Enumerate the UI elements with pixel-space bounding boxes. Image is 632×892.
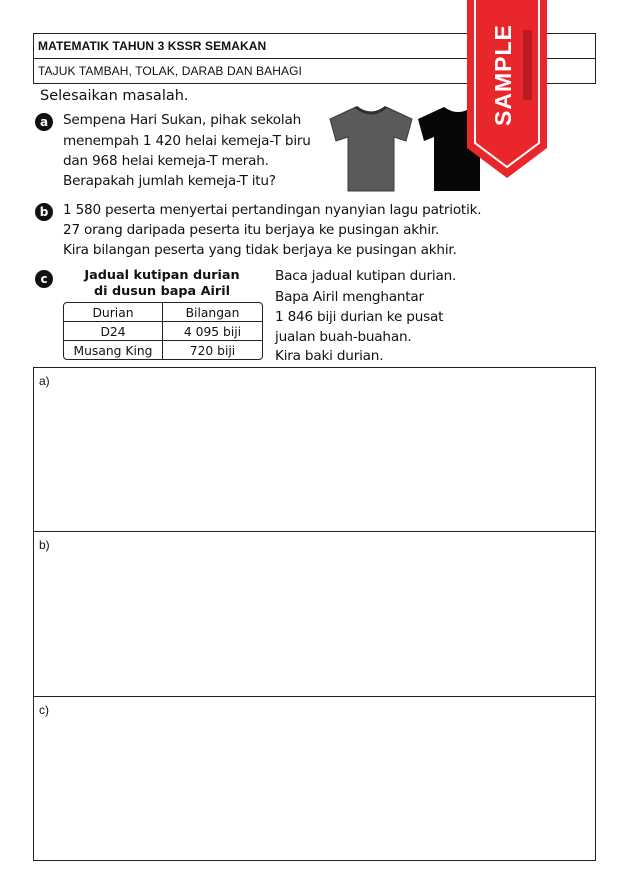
ribbon-label: SAMPLE (490, 24, 516, 126)
question-a-line: Sempena Hari Sukan, pihak sekolah (63, 112, 302, 128)
table-cell: 720 biji (189, 343, 236, 358)
durian-table (63, 302, 263, 360)
question-c-line: Kira baki durian. (275, 348, 384, 364)
question-b-line: 27 orang daripada peserta itu berjaya ke pusingan akhir. (63, 222, 440, 238)
question-a-line: dan 968 helai kemeja-T merah. (63, 153, 269, 169)
question-b-line: 1 580 peserta menyertai pertandingan nyanyian lagu patriotik. (63, 202, 482, 218)
worksheet-title: MATEMATIK TAHUN 3 KSSR SEMAKAN (38, 39, 267, 53)
table-header-cell: Durian (92, 305, 134, 320)
question-a-line: menempah 1 420 helai kemeja-T biru (63, 133, 311, 149)
ribbon-stripe (523, 30, 532, 100)
question-b-marker: b (35, 203, 53, 221)
question-c-line: jualan buah-buahan. (275, 329, 412, 345)
question-c-line: Bapa Airil menghantar (275, 289, 424, 305)
answer-box-c[interactable] (33, 696, 596, 861)
question-c-line: Baca jadual kutipan durian. (275, 268, 457, 284)
question-a-line: Berapakah jumlah kemeja-T itu? (63, 173, 276, 189)
table-cell: 4 095 biji (183, 324, 242, 339)
question-c-line: 1 846 biji durian ke pusat (275, 309, 444, 325)
table-caption: Jadual kutipan durian (84, 268, 240, 283)
table-cell: D24 (100, 324, 126, 339)
answer-box-b[interactable] (33, 531, 596, 697)
instruction: Selesaikan masalah. (40, 88, 189, 104)
answer-label: a) (39, 374, 50, 388)
table-header-cell: Bilangan (185, 305, 240, 320)
tshirt-grey-icon (326, 103, 416, 193)
question-a-marker: a (35, 113, 53, 131)
question-c-marker: c (35, 270, 53, 288)
table-cell: Musang King (73, 343, 153, 358)
sample-ribbon (467, 0, 547, 178)
question-b-line: Kira bilangan peserta yang tidak berjaya ke pusingan akhir. (63, 242, 457, 258)
answer-label: c) (39, 703, 49, 717)
answer-box-a[interactable] (33, 367, 596, 532)
answer-label: b) (39, 538, 50, 552)
table-caption: di dusun bapa Airil (94, 284, 230, 299)
worksheet-topic: TAJUK TAMBAH, TOLAK, DARAB DAN BAHAGI (38, 64, 302, 78)
